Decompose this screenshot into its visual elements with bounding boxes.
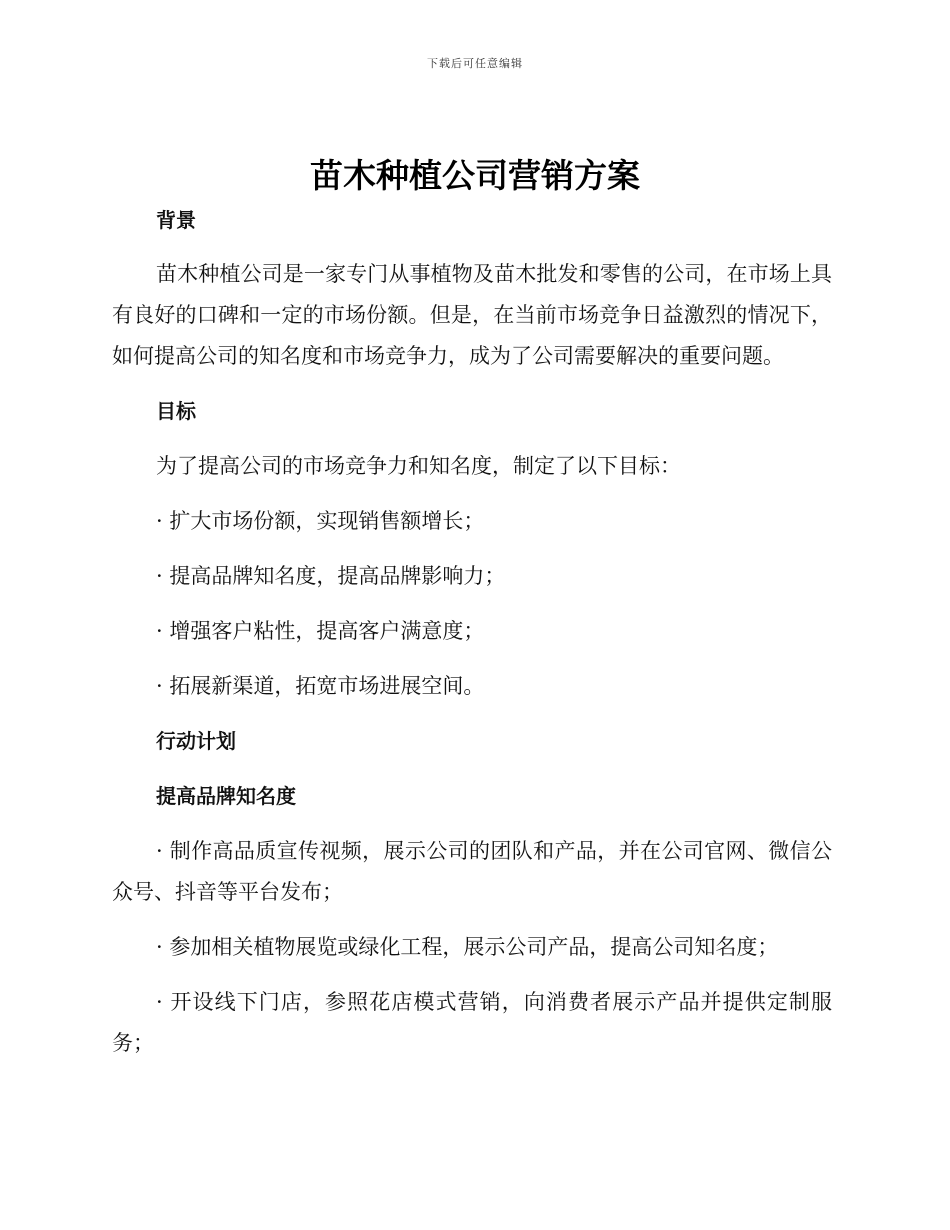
- header-note: 下载后可任意编辑: [427, 57, 523, 70]
- goal-item: · 扩大市场份额，实现销售额增长；: [156, 509, 485, 533]
- action-item: · 开设线下门店，参照花店模式营销，向消费者展示产品并提供定制服务；: [112, 990, 832, 1055]
- goals-intro: 为了提高公司的市场竞争力和知名度，制定了以下目标：: [156, 454, 681, 478]
- action-item: · 制作高品质宣传视频，展示公司的团队和产品，并在公司官网、微信公众号、抖音等平台发布；: [112, 839, 832, 904]
- action-item: · 参加相关植物展览或绿化工程，展示公司产品，提高公司知名度；: [156, 935, 779, 959]
- document-title: 苗木种植公司营销方案: [310, 156, 640, 195]
- section-heading-background: 背景: [156, 208, 196, 232]
- goal-item: · 拓展新渠道，拓宽市场进展空间。: [156, 674, 485, 698]
- section-heading-goals: 目标: [156, 399, 196, 423]
- document-body: [112, 200, 832, 1064]
- background-paragraph: 苗木种植公司是一家专门从事植物及苗木批发和零售的公司，在市场上具有良好的口碑和一定的市场份额。但是，在当前市场竞争日益激烈的情况下，如何提高公司的知名度和市场竞争力，成为了公司需要解决的重要问题。: [112, 262, 832, 368]
- goal-item: · 增强客户粘性，提高客户满意度；: [156, 619, 485, 643]
- goal-item: · 提高品牌知名度，提高品牌影响力；: [156, 564, 506, 588]
- section-heading-action-plan: 行动计划: [156, 729, 236, 753]
- subheading-brand-awareness: 提高品牌知名度: [156, 784, 296, 808]
